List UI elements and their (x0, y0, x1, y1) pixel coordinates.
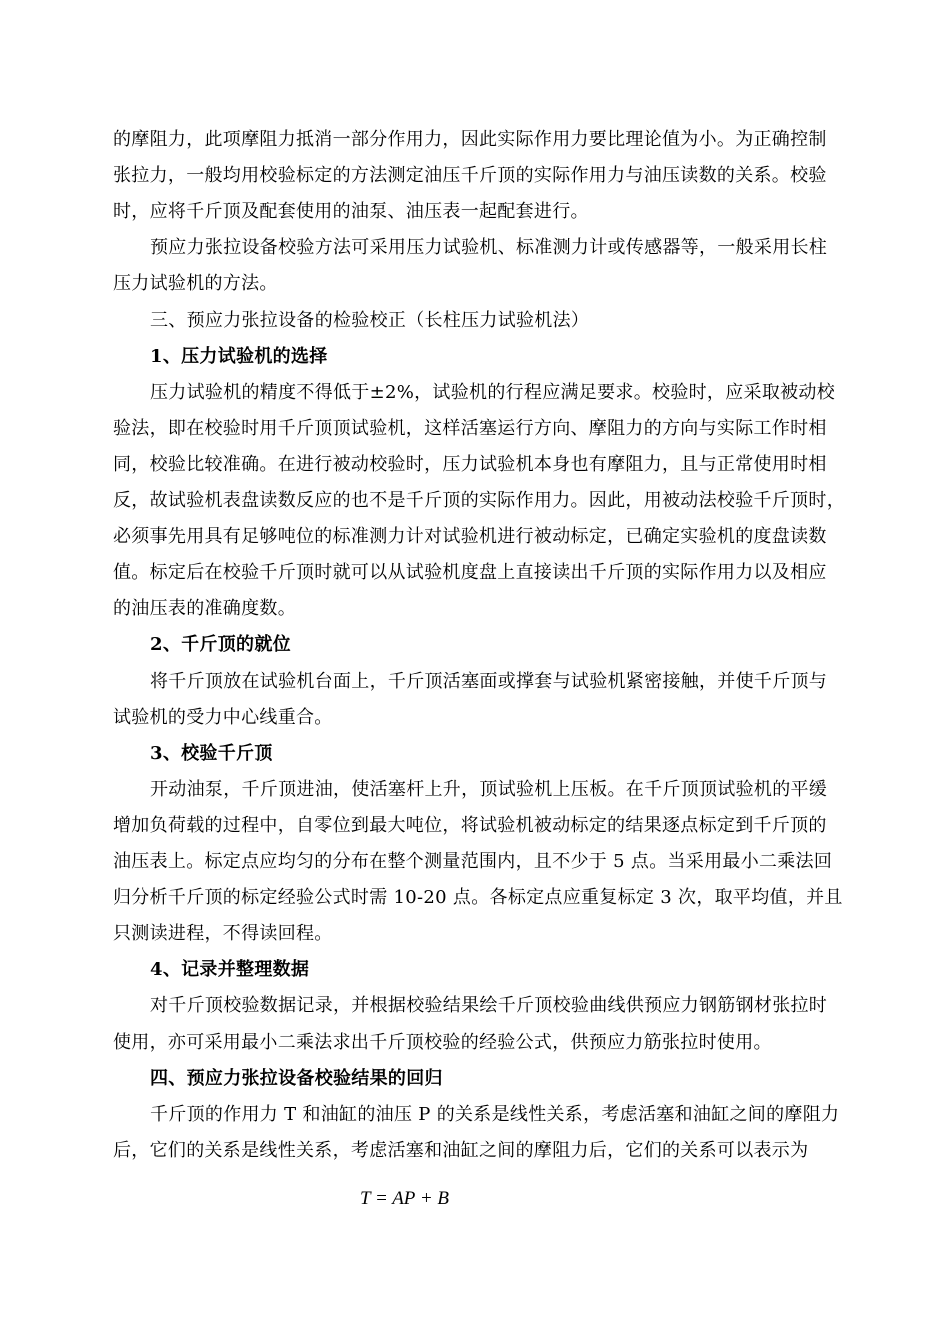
formula: T = AP + B (360, 1188, 449, 1209)
text-line: 值。标定后在校验千斤顶时就可以从试验机度盘上直接读出千斤顶的实际作用力以及相应 (113, 562, 827, 584)
text-line: 试验机的受力中心线重合。 (113, 706, 333, 728)
text-line: 压力试验机的精度不得低于±2%，试验机的行程应满足要求。校验时，应采取被动校 (150, 381, 836, 403)
text-line: 对千斤顶校验数据记录，并根据校验结果绘千斤顶校验曲线供预应力钢筋钢材张拉时 (150, 995, 828, 1017)
text-line: 只测读进程，不得读回程。 (113, 923, 333, 945)
text-line: 必须事先用具有足够吨位的标准测力计对试验机进行被动标定，已确定实验机的度盘读数 (113, 526, 827, 548)
section-heading: 1、压力试验机的选择 (150, 345, 328, 367)
section-heading: 2、千斤顶的就位 (150, 634, 291, 656)
text-line: 归分析千斤顶的标定经验公式时需 10-20 点。各标定点应重复标定 3 次，取平均值，并且 (113, 887, 843, 909)
text-line: 的油压表的准确度数。 (113, 598, 296, 620)
text-line: 后，它们的关系是线性关系，考虑活塞和油缸之间的摩阻力后，它们的关系可以表示为 (113, 1139, 809, 1161)
section-heading: 4、记录并整理数据 (150, 959, 310, 981)
text-line: 时，应将千斤顶及配套使用的油泵、油压表一起配套进行。 (113, 201, 589, 223)
text-line: 开动油泵，千斤顶进油，使活塞杆上升，顶试验机上压板。在千斤顶顶试验机的平缓 (150, 778, 828, 800)
text-line: 压力试验机的方法。 (113, 273, 278, 295)
text-line: 预应力张拉设备校验方法可采用压力试验机、标准测力计或传感器等，一般采用长柱 (150, 237, 828, 259)
text-line: 反，故试验机表盘读数反应的也不是千斤顶的实际作用力。因此，用被动法校验千斤顶时， (113, 490, 845, 511)
text-line: 张拉力，一般均用校验标定的方法测定油压千斤顶的实际作用力与油压读数的关系。校验 (113, 165, 827, 187)
text-line: 千斤顶的作用力 T 和油缸的油压 P 的关系是线性关系，考虑活塞和油缸之间的摩阻力 (150, 1103, 840, 1125)
section-heading: 3、校验千斤顶 (150, 742, 273, 764)
text-line: 的摩阻力，此项摩阻力抵消一部分作用力，因此实际作用力要比理论值为小。为正确控制 (113, 129, 827, 150)
text-line: 同，校验比较准确。在进行被动校验时，压力试验机本身也有摩阻力，且与正常使用时相 (113, 453, 827, 475)
section-heading: 四、预应力张拉设备校验结果的回归 (150, 1067, 443, 1089)
text-line: 增加负荷载的过程中，自零位到最大吨位，将试验机被动标定的结果逐点标定到千斤顶的 (113, 814, 827, 836)
text-line: 使用，亦可采用最小二乘法求出千斤顶校验的经验公式，供预应力筋张拉时使用。 (113, 1031, 772, 1053)
text-line: 三、预应力张拉设备的检验校正（长柱压力试验机法） (150, 309, 590, 331)
text-line: 验法，即在校验时用千斤顶顶试验机，这样活塞运行方向、摩阻力的方向与实际工作时相 (113, 417, 827, 439)
text-line: 将千斤顶放在试验机台面上，千斤顶活塞面或撑套与试验机紧密接触，并使千斤顶与 (150, 670, 828, 692)
text-line: 油压表上。标定点应均匀的分布在整个测量范围内，且不少于 5 点。当采用最小二乘法回 (113, 851, 833, 872)
